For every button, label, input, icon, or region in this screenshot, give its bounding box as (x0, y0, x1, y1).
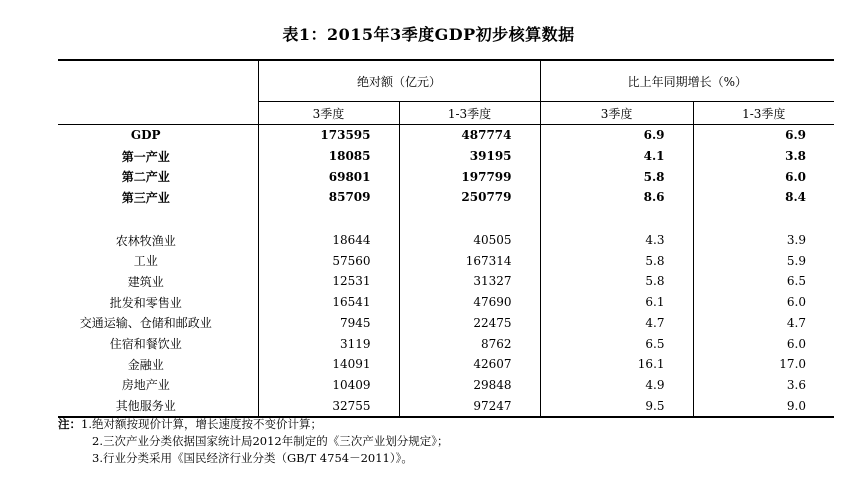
row-label: 批发和零售业 (109, 295, 182, 310)
cell-q1-3: 22475 (399, 313, 540, 334)
cell-g-q3: 5.8 (540, 166, 693, 187)
table-row (58, 125, 834, 146)
cell-q3: 85709 (258, 187, 399, 208)
cell-q3: 69801 (258, 166, 399, 187)
header-growth: 比上年同期增长（%） (540, 60, 834, 102)
cell-q1-3: 97247 (399, 395, 540, 417)
cell-q3: 16541 (258, 292, 399, 313)
cell-q1-3: 8762 (399, 333, 540, 354)
header-abs-q1-3: 1-3季度 (399, 102, 540, 125)
note-line-1 (58, 416, 838, 433)
cell-q3: 3119 (258, 333, 399, 354)
header-growth-q3: 3季度 (540, 102, 693, 125)
row-label: 农林牧渔业 (115, 233, 176, 248)
cell-q1-3: 39195 (399, 146, 540, 167)
row-label: 第二产业 (121, 170, 170, 185)
cell-q3: 18085 (258, 146, 399, 167)
table-row (58, 250, 834, 271)
row-label: 其他服务业 (58, 395, 258, 417)
row-label: 住宿和餐饮业 (109, 337, 182, 352)
cell-g-q1-3: 6.0 (693, 166, 834, 187)
spacer-row (58, 208, 834, 230)
header-abs-q3: 3季度 (258, 102, 399, 125)
note-line-3: 3.行业分类采用《国民经济行业分类（GB/T 4754－2011）》。 (92, 451, 413, 465)
table-row (58, 166, 834, 187)
cell-g-q1-3: 6.5 (693, 271, 834, 292)
cell-g-q1-3: 3.6 (693, 375, 834, 396)
cell-g-q3: 5.8 (540, 271, 693, 292)
cell-g-q1-3: 6.0 (693, 292, 834, 313)
row-label: 建筑业 (127, 274, 164, 289)
cell-q3: 18644 (258, 230, 399, 251)
cell-g-q1-3: 9.0 (693, 395, 834, 417)
header-growth-q1-3: 1-3季度 (693, 102, 834, 125)
cell-q1-3: 31327 (399, 271, 540, 292)
header-row-2 (58, 102, 834, 125)
cell-g-q1-3: 5.9 (693, 250, 834, 271)
table-row (58, 292, 834, 313)
cell-q3: 32755 (258, 395, 399, 417)
cell-q1-3: 42607 (399, 354, 540, 375)
cell-g-q3: 4.7 (540, 313, 693, 334)
cell-q1-3: 487774 (399, 125, 540, 146)
cell-q1-3: 47690 (399, 292, 540, 313)
spacer-cell (540, 208, 693, 230)
note-text-1: 1.绝对额按现价计算，增长速度按不变价计算； (81, 417, 322, 431)
spacer-cell (399, 208, 540, 230)
spacer-cell (258, 208, 399, 230)
gdp-table (58, 59, 834, 418)
table-row (58, 146, 834, 167)
cell-g-q3: 8.6 (540, 187, 693, 208)
header-blank (58, 60, 258, 102)
spacer-cell (58, 208, 258, 230)
cell-q3: 10409 (258, 375, 399, 396)
table-title: 表1：2015年3季度GDP初步核算数据 (282, 25, 575, 44)
cell-g-q3: 9.5 (540, 395, 693, 417)
cell-g-q3: 6.9 (540, 125, 693, 146)
spacer-cell (693, 208, 834, 230)
cell-q3: 12531 (258, 271, 399, 292)
cell-g-q3: 6.5 (540, 333, 693, 354)
cell-g-q3: 4.9 (540, 375, 693, 396)
cell-g-q1-3: 3.8 (693, 146, 834, 167)
table-row (58, 333, 834, 354)
cell-q1-3: 197799 (399, 166, 540, 187)
table-row (58, 187, 834, 208)
cell-g-q1-3: 17.0 (693, 354, 834, 375)
cell-q1-3: 250779 (399, 187, 540, 208)
cell-g-q1-3: 4.7 (693, 313, 834, 334)
table-row (58, 271, 834, 292)
notes (58, 416, 838, 467)
notes-label: 注： (58, 417, 81, 431)
cell-g-q3: 16.1 (540, 354, 693, 375)
table-row (58, 230, 834, 251)
cell-q3: 173595 (258, 125, 399, 146)
table-row (58, 375, 834, 396)
row-label: GDP (130, 128, 161, 143)
row-label: 交通运输、仓储和邮政业 (79, 316, 212, 331)
cell-q1-3: 167314 (399, 250, 540, 271)
table-row (58, 395, 834, 417)
header-row-1 (58, 60, 834, 102)
cell-q3: 57560 (258, 250, 399, 271)
header-blank-2 (58, 102, 258, 125)
table-row (58, 313, 834, 334)
cell-g-q1-3: 6.9 (693, 125, 834, 146)
cell-g-q3: 6.1 (540, 292, 693, 313)
cell-g-q3: 5.8 (540, 250, 693, 271)
row-label: 金融业 (127, 357, 164, 372)
cell-q1-3: 40505 (399, 230, 540, 251)
row-label: 工业 (133, 254, 158, 269)
cell-g-q1-3: 6.0 (693, 333, 834, 354)
cell-q3: 7945 (258, 313, 399, 334)
note-line-2: 2.三次产业分类依据国家统计局2012年制定的《三次产业划分规定》； (92, 434, 449, 448)
cell-q1-3: 29848 (399, 375, 540, 396)
cell-g-q3: 4.1 (540, 146, 693, 167)
cell-q3: 14091 (258, 354, 399, 375)
row-label: 第三产业 (121, 190, 170, 205)
cell-g-q1-3: 8.4 (693, 187, 834, 208)
header-absolute: 绝对额（亿元） (258, 60, 540, 102)
row-label: 第一产业 (121, 149, 170, 164)
cell-g-q1-3: 3.9 (693, 230, 834, 251)
table-row (58, 354, 834, 375)
cell-g-q3: 4.3 (540, 230, 693, 251)
row-label: 房地产业 (121, 378, 170, 393)
